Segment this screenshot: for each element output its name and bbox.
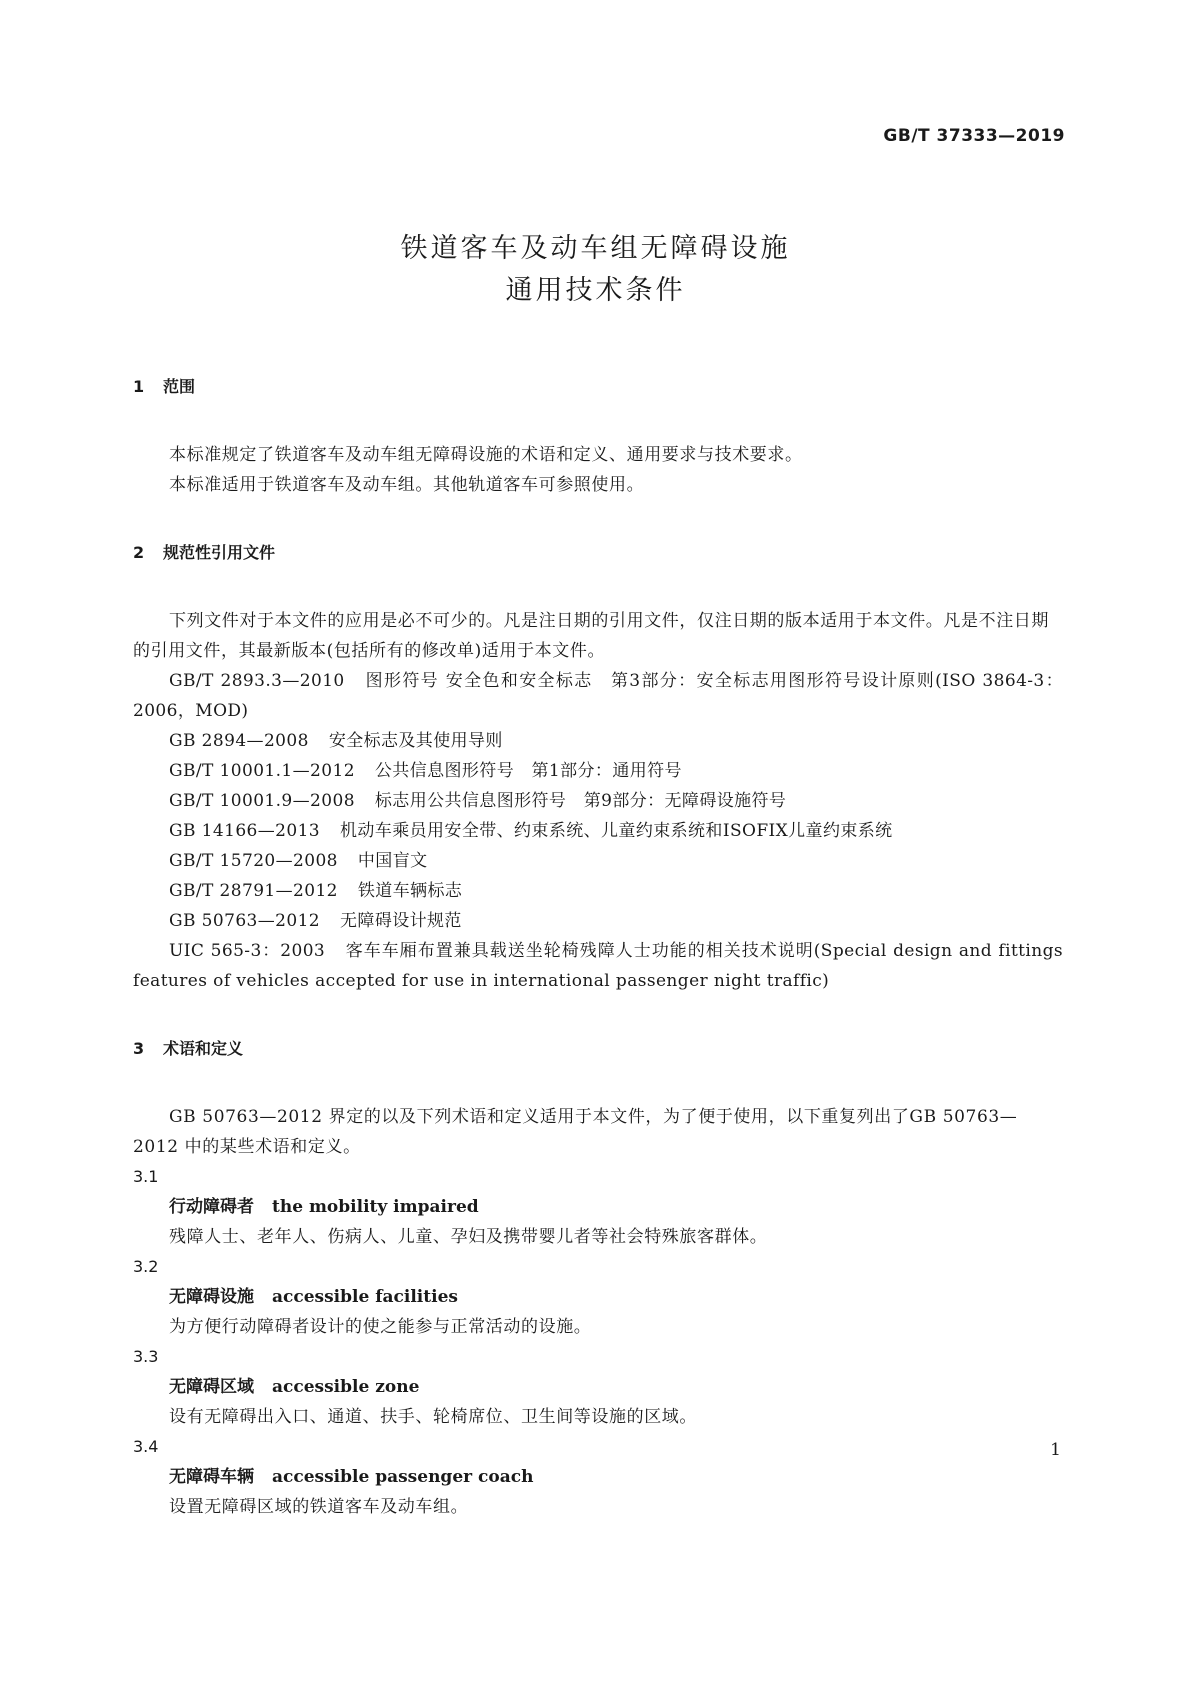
reference-code: GB/T 10001.9—2008 xyxy=(169,791,355,811)
reference-item xyxy=(133,756,1063,786)
section-number: 3 xyxy=(133,1039,145,1058)
paragraph: 下列文件对于本文件的应用是必不可少的。凡是注日期的引用文件，仅注日期的版本适用于本文件。凡是不注日期的引用文件，其最新版本(包括所有的修改单)适用于本文件。 xyxy=(133,611,1049,661)
term-name xyxy=(133,1282,1063,1312)
section-number: 2 xyxy=(133,543,145,562)
reference-code: GB 2894—2008 xyxy=(169,731,309,751)
reference-title: 客车车厢布置兼具载送坐轮椅残障人士功能的相关技术说明(Special design and fittings features of vehicles accepted for use in international passenger night traffic) xyxy=(133,941,1063,991)
standard-code: GB/T 37333—2019 xyxy=(883,126,1065,146)
term-name-en: accessible facilities xyxy=(272,1287,458,1307)
reference-title: 无障碍设计规范 xyxy=(340,911,462,931)
reference-code: GB 14166—2013 xyxy=(169,821,321,841)
term-name-en: accessible passenger coach xyxy=(272,1467,534,1487)
reference-title: 机动车乘员用安全带、约束系统、儿童约束系统和ISOFIX儿童约束系统 xyxy=(340,821,893,841)
reference-item xyxy=(133,906,1063,936)
reference-code: UIC 565-3：2003 xyxy=(169,941,326,961)
title-line-2: 通用技术条件 xyxy=(505,275,686,306)
reference-code: GB/T 2893.3—2010 xyxy=(169,671,345,691)
term-name-zh: 无障碍设施 xyxy=(169,1287,254,1307)
term-name-zh: 无障碍区域 xyxy=(169,1377,254,1397)
term-name-en: accessible zone xyxy=(272,1377,420,1397)
term-name xyxy=(133,1462,1063,1492)
reference-item xyxy=(133,786,1063,816)
reference-item xyxy=(133,666,1063,726)
reference-code: GB/T 28791—2012 xyxy=(169,881,338,901)
section-title: 术语和定义 xyxy=(163,1039,244,1058)
term-name xyxy=(133,1372,1063,1402)
reference-title: 图形符号 安全色和安全标志 第3部分：安全标志用图形符号设计原则(ISO 3864-3：2006，MOD) xyxy=(133,671,1063,721)
reference-item xyxy=(133,936,1063,996)
section-number: 1 xyxy=(133,377,145,396)
section-title: 范围 xyxy=(163,377,196,396)
term-name-en: the mobility impaired xyxy=(272,1197,479,1217)
page-number: 1 xyxy=(1050,1440,1061,1460)
paragraph: 本标准规定了铁道客车及动车组无障碍设施的术语和定义、通用要求与技术要求。 xyxy=(169,445,803,465)
term-definition: 残障人士、老年人、伤病人、儿童、孕妇及携带婴儿者等社会特殊旅客群体。 xyxy=(169,1227,768,1247)
reference-item xyxy=(133,846,1063,876)
section-3-heading xyxy=(133,1034,1063,1064)
paragraph: 本标准适用于铁道客车及动车组。其他轨道客车可参照使用。 xyxy=(169,475,645,495)
reference-item xyxy=(133,816,1063,846)
document-body xyxy=(133,372,1063,1522)
reference-title: 铁道车辆标志 xyxy=(357,881,463,901)
reference-title: 安全标志及其使用导则 xyxy=(328,731,503,751)
document-title xyxy=(0,228,1191,312)
reference-code: GB/T 15720—2008 xyxy=(169,851,338,871)
title-line-1: 铁道客车及动车组无障碍设施 xyxy=(400,233,791,264)
reference-code: GB 50763—2012 xyxy=(169,911,321,931)
term-definition: 为方便行动障碍者设计的使之能参与正常活动的设施。 xyxy=(169,1317,592,1337)
reference-title: 标志用公共信息图形符号 第9部分：无障碍设施符号 xyxy=(374,791,787,811)
term-number: 3.4 xyxy=(133,1437,159,1456)
section-title: 规范性引用文件 xyxy=(163,543,276,562)
term-definition: 设置无障碍区域的铁道客车及动车组。 xyxy=(169,1497,469,1517)
term-number: 3.1 xyxy=(133,1167,159,1186)
reference-title: 中国盲文 xyxy=(357,851,428,871)
reference-item xyxy=(133,726,1063,756)
term-name xyxy=(133,1192,1063,1222)
term-name-zh: 无障碍车辆 xyxy=(169,1467,254,1487)
section-2-heading xyxy=(133,538,1063,568)
term-number: 3.2 xyxy=(133,1257,159,1276)
term-name-zh: 行动障碍者 xyxy=(169,1197,254,1217)
reference-code: GB/T 10001.1—2012 xyxy=(169,761,355,781)
reference-title: 公共信息图形符号 第1部分：通用符号 xyxy=(374,761,682,781)
term-definition: 设有无障碍出入口、通道、扶手、轮椅席位、卫生间等设施的区域。 xyxy=(169,1407,697,1427)
term-number: 3.3 xyxy=(133,1347,159,1366)
reference-item xyxy=(133,876,1063,906)
section-1-heading xyxy=(133,372,1063,402)
paragraph: GB 50763—2012 界定的以及下列术语和定义适用于本文件，为了便于使用，以下重复列出了GB 50763—2012 中的某些术语和定义。 xyxy=(133,1107,1018,1157)
